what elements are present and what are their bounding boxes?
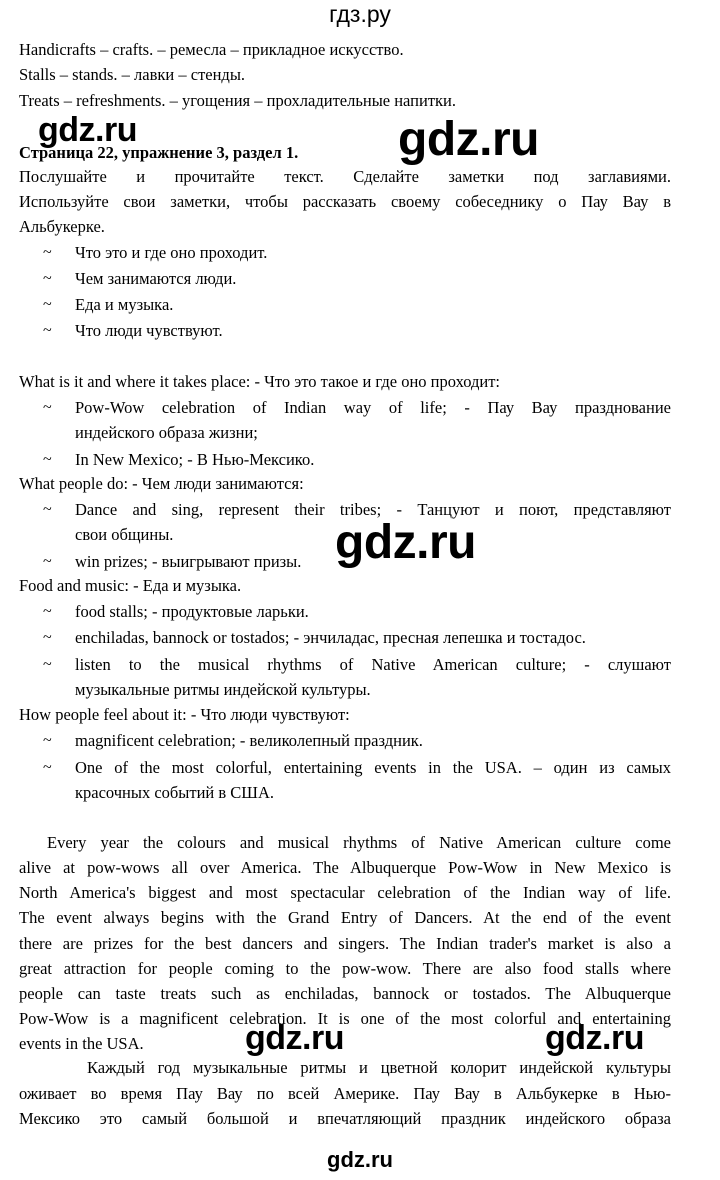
notes-section-title: Food and music: - Еда и музыка. [19, 576, 242, 595]
bullet-tilde: ~ [43, 603, 52, 620]
watermark: gdz.ru [398, 113, 539, 166]
notes-bullet: музыкальные ритмы индейской культуры. [75, 680, 371, 699]
task-bullet: Чем занимаются люди. [75, 269, 237, 288]
vocab-line: Treats – refreshments. – угощения – прохладительные напитки. [19, 91, 457, 110]
notes-bullet: красочных событий в США. [75, 783, 274, 802]
watermark: gdz.ru [545, 1019, 644, 1057]
notes-bullet: One of the most colorful, entertaining events in the USA. – один из самых [75, 758, 671, 777]
paragraph-line: events in the USA. [19, 1034, 144, 1053]
vocab-line: Stalls – stands. – лавки – стенды. [19, 65, 246, 84]
notes-bullet: Pow-Wow celebration of Indian way of life; - Пау Вау празднование [75, 398, 671, 417]
paragraph-line: Мексико это самый большой и впечатляющий праздник индейского образа [19, 1109, 671, 1128]
site-header: гдз.ру [329, 1, 391, 27]
site-footer: gdz.ru [327, 1147, 393, 1172]
paragraph-line: there are prizes for the best dancers and singers. The Indian trader's market is also a [19, 934, 671, 953]
paragraph-line: The event always begins with the Grand Entry of Dancers. At the end of the event [19, 908, 671, 927]
task-line: Послушайте и прочитайте текст. Сделайте заметки под заглавиями. [19, 167, 671, 186]
bullet-tilde: ~ [43, 732, 52, 749]
notes-section-title: How people feel about it: - Что люди чувствуют: [19, 705, 350, 724]
watermark: gdz.ru [335, 516, 476, 569]
watermark: gdz.ru [38, 111, 137, 149]
task-line: Альбукерке. [19, 217, 105, 236]
bullet-tilde: ~ [43, 553, 52, 570]
notes-section-title: What people do: - Чем люди занимаются: [19, 474, 304, 493]
paragraph-line: alive at pow-wows all over America. The Albuquerque Pow-Wow in New Mexico is [19, 858, 671, 877]
paragraph-line: North America's biggest and most spectacular celebration of the Indian way of life. [19, 883, 671, 902]
bullet-tilde: ~ [43, 270, 52, 287]
bullet-tilde: ~ [43, 322, 52, 339]
paragraph-line: оживает во время Пау Вау по всей Америке. Пау Вау в Альбукерке в Нью- [19, 1084, 671, 1103]
bullet-tilde: ~ [43, 629, 52, 646]
bullet-tilde: ~ [43, 451, 52, 468]
task-bullet: Что люди чувствуют. [75, 321, 223, 340]
task-heading: Страница 22, упражнение 3, раздел 1. [19, 143, 299, 162]
paragraph-line: Every year the colours and musical rhythms of Native American culture come [47, 833, 671, 852]
notes-bullet: свои общины. [75, 525, 174, 544]
notes-bullet: listen to the musical rhythms of Native American culture; - слушают [75, 655, 671, 674]
notes-bullet: magnificent celebration; - великолепный праздник. [75, 731, 423, 750]
task-line: Используйте свои заметки, чтобы рассказать своему собеседнику о Пау Вау в [19, 192, 671, 211]
paragraph-line: people can taste treats such as enchiladas, bannock or tostados. The Albuquerque [19, 984, 671, 1003]
bullet-tilde: ~ [43, 501, 52, 518]
bullet-tilde: ~ [43, 244, 52, 261]
paragraph-line: Каждый год музыкальные ритмы и цветной колорит индейской культуры [87, 1058, 671, 1077]
task-bullet: Что это и где оно проходит. [75, 243, 268, 262]
notes-bullet: food stalls; - продуктовые ларьки. [75, 602, 309, 621]
task-bullet: Еда и музыка. [75, 295, 174, 314]
bullet-tilde: ~ [43, 656, 52, 673]
notes-bullet: Dance and sing, represent their tribes; - Танцуют и поют, представляют [75, 500, 671, 519]
paragraph-line: great attraction for people coming to the pow-wow. There are also food stalls where [19, 959, 671, 978]
paragraph-line: Pow-Wow is a magnificent celebration. It is one of the most colorful and entertaining [19, 1009, 671, 1028]
notes-section-title: What is it and where it takes place: - Что это такое и где оно проходит: [19, 372, 501, 391]
notes-bullet: enchiladas, bannock or tostados; - энчиладас, пресная лепешка и тостадос. [75, 628, 586, 647]
bullet-tilde: ~ [43, 399, 52, 416]
watermark: gdz.ru [245, 1019, 344, 1057]
notes-bullet: win prizes; - выигрывают призы. [75, 552, 302, 571]
notes-bullet: индейского образа жизни; [75, 423, 258, 442]
vocab-line: Handicrafts – crafts. – ремесла – прикладное искусство. [19, 40, 404, 59]
bullet-tilde: ~ [43, 759, 52, 776]
notes-bullet: In New Mexico; - В Нью-Мексико. [75, 450, 315, 469]
bullet-tilde: ~ [43, 296, 52, 313]
